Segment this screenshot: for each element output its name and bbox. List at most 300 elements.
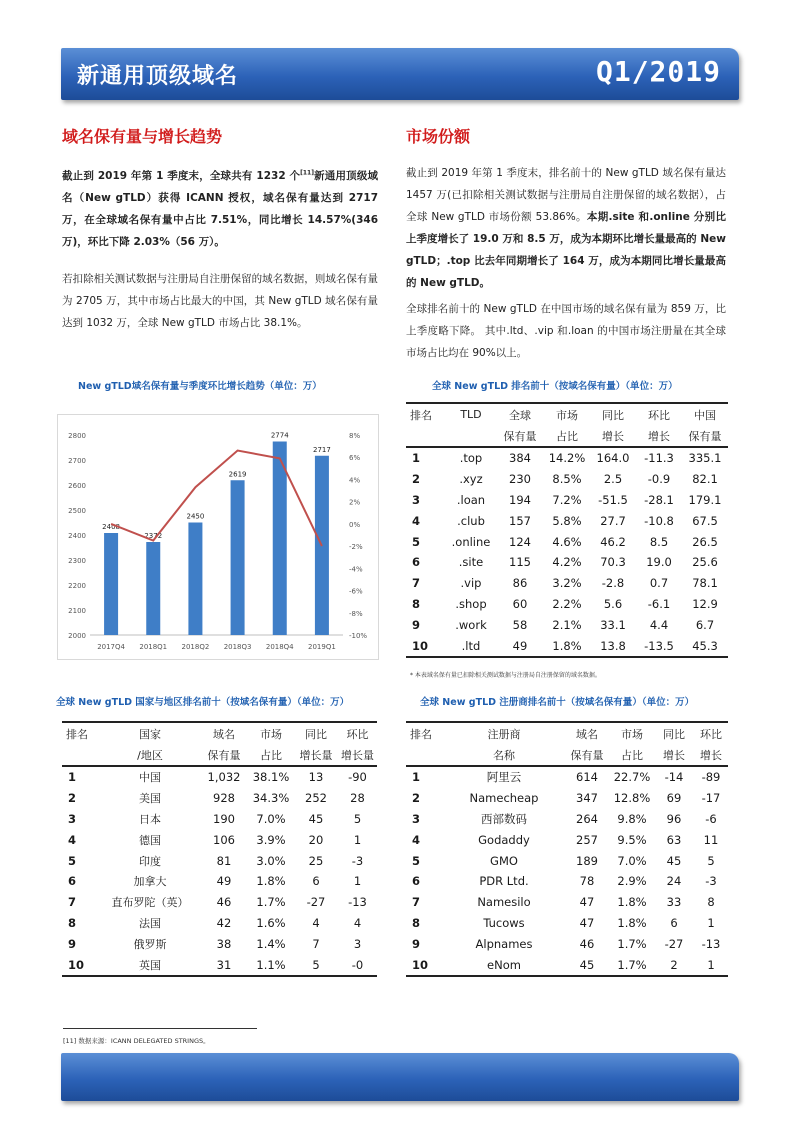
- table-cell: 257: [576, 832, 598, 847]
- table-cell: 8.5: [649, 534, 669, 549]
- table-cell: -0.9: [647, 472, 671, 487]
- table-header-cell: 名称: [444, 744, 564, 766]
- table-header-row: [406, 403, 728, 425]
- table-header-row: [406, 722, 728, 744]
- country-row: [62, 809, 377, 830]
- table-cell: 31: [200, 954, 248, 976]
- table-cell: -28.1: [644, 492, 674, 507]
- table-cell: 9: [412, 936, 421, 951]
- registrar-table-caption: 全球 New gTLD 注册商排名前十（按域名保有量）（单位：万）: [420, 697, 695, 708]
- table-cell: 3.9%: [256, 832, 286, 847]
- table-cell: -11.3: [644, 451, 674, 466]
- tld-row: [406, 594, 728, 615]
- table-cell: 78.1: [692, 576, 718, 591]
- table-cell: 179.1: [688, 492, 722, 507]
- table-cell: 1.7%: [610, 954, 654, 976]
- table-cell: 3: [412, 811, 421, 826]
- table-cell: 96: [666, 811, 682, 826]
- table-cell: 6: [412, 555, 421, 570]
- table-cell: 38: [216, 936, 232, 951]
- table-cell: 26.5: [692, 534, 718, 549]
- table-cell: 1.8%: [617, 915, 647, 930]
- table-header-cell: 同比: [654, 722, 694, 744]
- table-cell: 法国: [139, 916, 161, 930]
- page-title: 新通用顶级域名: [77, 64, 239, 89]
- table-cell: 6: [68, 874, 77, 889]
- table-cell: 10: [406, 635, 446, 657]
- table-header-cell: 全球: [496, 403, 544, 425]
- table-cell: 2: [412, 791, 421, 806]
- table-cell: -27: [664, 936, 684, 951]
- table-header-row: [406, 744, 728, 766]
- table-header-cell: 增长量: [338, 744, 377, 766]
- table-cell: 45: [666, 853, 682, 868]
- table-cell: -13: [701, 936, 721, 951]
- table-cell: 1: [68, 770, 77, 785]
- table-cell: 加拿大: [133, 875, 167, 889]
- table-cell: 印度: [139, 854, 161, 868]
- table-cell: 6: [412, 874, 421, 889]
- table-cell: Alpnames: [475, 936, 533, 951]
- table-cell: 1.1%: [248, 954, 294, 976]
- table-cell: 33.1: [600, 617, 626, 632]
- table-cell: -89: [701, 770, 721, 785]
- table-cell: 47: [579, 895, 595, 910]
- tld-row: [406, 490, 728, 511]
- country-table-caption: 全球 New gTLD 国家与地区排名前十（按域名保有量）（单位：万）: [56, 697, 350, 708]
- table-cell: 3: [412, 492, 421, 507]
- table-cell: 1.8%: [256, 874, 286, 889]
- table-cell: 5: [707, 853, 715, 868]
- table-cell: 0.7: [649, 576, 669, 591]
- table-cell: -51.5: [598, 492, 628, 507]
- table-cell: 19.0: [646, 555, 672, 570]
- table-header-cell: 环比: [636, 403, 682, 425]
- table-cell: 230: [509, 472, 531, 487]
- table-cell: 82.1: [692, 472, 718, 487]
- table-cell: -27: [306, 895, 326, 910]
- chart-caption: New gTLD域名保有量与季度环比增长趋势（单位：万）: [78, 381, 322, 392]
- table-cell: 4.6%: [552, 534, 582, 549]
- page-footer: [61, 1053, 739, 1101]
- table-header-cell: 排名: [62, 722, 100, 744]
- table-cell: 4: [312, 915, 320, 930]
- tld-table-note: * 本表域名保有量已扣除相关测试数据与注册局自注册保留的域名数据。: [410, 672, 601, 679]
- table-cell: 9: [412, 617, 421, 632]
- table-header-cell: 增长: [590, 425, 636, 447]
- table-cell: .online: [451, 534, 491, 549]
- table-cell: 335.1: [688, 451, 722, 466]
- table-cell: -6: [705, 811, 717, 826]
- bar-value-label: 2619: [228, 470, 247, 479]
- tld-row: [406, 552, 728, 573]
- table-cell: .loan: [456, 492, 486, 507]
- table-cell: 1.8%: [617, 895, 647, 910]
- table-cell: 49: [496, 635, 544, 657]
- registrar-row: [406, 913, 728, 934]
- table-cell: 日本: [139, 812, 161, 826]
- table-cell: -13.5: [636, 635, 682, 657]
- table-header-cell: 注册商: [444, 722, 564, 744]
- table-cell: 46: [579, 936, 595, 951]
- table-cell: .work: [455, 617, 487, 632]
- table-cell: 20: [308, 832, 324, 847]
- table-header-cell: 保有量: [682, 425, 728, 447]
- registrar-row: [406, 933, 728, 954]
- table-cell: 1,032: [207, 770, 241, 785]
- table-cell: 4: [412, 513, 421, 528]
- table-cell: 1.4%: [256, 936, 286, 951]
- table-cell: 7.2%: [552, 492, 582, 507]
- registrar-row: [406, 850, 728, 871]
- tld-table-caption: 全球 New gTLD 排名前十（按域名保有量）（单位：万）: [432, 381, 678, 392]
- registrar-row: [406, 766, 728, 788]
- table-cell: 5: [412, 853, 421, 868]
- bar: [104, 533, 118, 635]
- table-cell: 115: [509, 555, 531, 570]
- table-cell: 928: [213, 791, 235, 806]
- table-cell: 5: [294, 954, 338, 976]
- table-cell: Namesilo: [477, 895, 531, 910]
- table-cell: 46: [216, 895, 232, 910]
- table-cell: 德国: [139, 833, 161, 847]
- table-header-cell: 增长: [694, 744, 728, 766]
- table-cell: 2.2%: [552, 596, 582, 611]
- table-header-cell: 保有量: [564, 744, 610, 766]
- table-cell: -14: [664, 770, 684, 785]
- table-header-cell: 域名: [200, 722, 248, 744]
- table-cell: 11: [703, 832, 719, 847]
- country-row: [62, 829, 377, 850]
- table-cell: 2: [412, 472, 421, 487]
- table-header-cell: 增长量: [294, 744, 338, 766]
- country-row: [62, 766, 377, 788]
- table-cell: 7.0%: [617, 853, 647, 868]
- tld-row: [406, 614, 728, 635]
- table-cell: 60: [512, 596, 528, 611]
- country-row: [62, 892, 377, 913]
- table-cell: 6.7: [695, 617, 715, 632]
- table-header-cell: 市场: [610, 722, 654, 744]
- table-cell: 124: [509, 534, 531, 549]
- table-cell: 3: [68, 811, 77, 826]
- tld-row: [406, 635, 728, 657]
- bar: [231, 480, 245, 635]
- table-cell: 4: [412, 832, 421, 847]
- table-cell: 38.1%: [252, 770, 290, 785]
- table-header-cell: 占比: [544, 425, 590, 447]
- table-cell: 81: [216, 853, 232, 868]
- table-cell: 直布罗陀（英）: [111, 896, 189, 910]
- growth-chart: [58, 415, 378, 659]
- table-cell: 63: [666, 832, 682, 847]
- registrar-row: [406, 892, 728, 913]
- tld-row: [406, 469, 728, 490]
- y-tick-label: 2300: [68, 557, 86, 565]
- table-cell: 2.1%: [552, 617, 582, 632]
- growth-paragraph-2: 若扣除相关测试数据与注册局自注册保留的域名数据，则域名保有量为 2705 万，其中市场占比最大的中国，其 New gTLD 域名保有量达到 1032 万，全球 New gTLD 市场占比 38.1%。: [62, 273, 378, 329]
- x-tick-label: 2018Q1: [139, 643, 168, 651]
- y-tick-label: 2200: [68, 582, 86, 590]
- table-cell: 7.0%: [256, 811, 286, 826]
- x-tick-label: 2018Q4: [265, 643, 294, 651]
- y-tick-label: 2500: [68, 507, 86, 515]
- country-row: [62, 850, 377, 871]
- table-cell: 164.0: [596, 451, 630, 466]
- section-title-growth: 域名保有量与增长趋势: [62, 127, 223, 146]
- table-cell: 5: [412, 534, 421, 549]
- section-title-market-share: 市场份额: [406, 127, 471, 146]
- table-header-cell: TLD: [446, 403, 496, 425]
- table-cell: 86: [512, 576, 528, 591]
- y-tick-label: 2000: [68, 632, 86, 640]
- table-cell: 347: [576, 791, 598, 806]
- table-cell: 8: [707, 895, 715, 910]
- table-cell: 中国: [139, 771, 161, 785]
- table-cell: .site: [458, 555, 484, 570]
- table-cell: 2.9%: [617, 874, 647, 889]
- table-cell: .club: [457, 513, 485, 528]
- table-cell: .vip: [460, 576, 482, 591]
- registrar-row: [406, 954, 728, 976]
- table-cell: 22.7%: [613, 770, 651, 785]
- table-cell: 3.2%: [552, 576, 582, 591]
- table-cell: 6: [670, 915, 678, 930]
- table-cell: 英国: [100, 954, 200, 976]
- y-tick-label: 2100: [68, 607, 86, 615]
- table-header-cell: 保有量: [496, 425, 544, 447]
- table-cell: 1: [353, 832, 362, 847]
- y2-tick-label: 6%: [349, 454, 361, 463]
- y-tick-label: 2600: [68, 482, 86, 490]
- table-cell: 189: [576, 853, 598, 868]
- table-header-cell: 域名: [564, 722, 610, 744]
- table-header-cell: [62, 744, 100, 766]
- table-cell: -17: [701, 791, 721, 806]
- table-cell: Tucows: [483, 915, 525, 930]
- chart-container: [57, 414, 379, 660]
- table-cell: PDR Ltd.: [479, 874, 529, 889]
- table-header-cell: 中国: [682, 403, 728, 425]
- table-cell: 2: [654, 954, 694, 976]
- table-cell: .ltd: [446, 635, 496, 657]
- table-cell: 45.3: [682, 635, 728, 657]
- table-cell: 1.6%: [256, 915, 286, 930]
- y2-tick-label: -6%: [349, 587, 363, 596]
- y2-tick-label: 4%: [349, 476, 361, 485]
- registrar-row: [406, 871, 728, 892]
- table-cell: 1.7%: [256, 895, 286, 910]
- table-cell: 8.5%: [552, 472, 582, 487]
- table-header-cell: 环比: [338, 722, 377, 744]
- tld-row: [406, 447, 728, 469]
- table-cell: 4.4: [649, 617, 669, 632]
- table-cell: 5: [353, 811, 362, 826]
- growth-paragraph-1: 截止到 2019 年第 1 季度末，全球共有 1232 个[11]新通用顶级域名（New gTLD）获得 ICANN 授权，域名保有量达到 2717 万，在全球域名保有量中占比 7.51%，同比增长 14.57%(346 万)，环比下降 2.03%（56 万）。: [62, 169, 378, 248]
- table-header-cell: 增长: [636, 425, 682, 447]
- country-row: [62, 871, 377, 892]
- table-cell: 58: [512, 617, 528, 632]
- table-cell: 69: [666, 791, 682, 806]
- market-paragraph-2: 全球排名前十的 New gTLD 在中国市场的域名保有量为 859 万，比上季度略下降。 其中.ltd、.vip 和.loan 的中国市场注册量在其全球市场占比均在 90%以上。: [406, 303, 726, 359]
- table-cell: 8: [412, 915, 421, 930]
- table-cell: -6.1: [647, 596, 671, 611]
- table-cell: -13: [348, 895, 367, 910]
- x-tick-label: 2017Q4: [97, 643, 125, 651]
- y-tick-label: 2800: [68, 432, 86, 440]
- table-cell: 78: [579, 874, 595, 889]
- y2-tick-label: 0%: [349, 520, 361, 529]
- table-cell: 42: [216, 915, 232, 930]
- table-header-cell: 同比: [294, 722, 338, 744]
- table-cell: eNom: [444, 954, 564, 976]
- table-header-cell: 占比: [610, 744, 654, 766]
- table-cell: 7: [412, 895, 421, 910]
- table-cell: -3: [705, 874, 717, 889]
- table-cell: 157: [509, 513, 531, 528]
- x-tick-label: 2018Q3: [223, 643, 252, 651]
- table-header-row: [406, 425, 728, 447]
- y2-tick-label: -8%: [349, 609, 363, 618]
- tld-row: [406, 573, 728, 594]
- table-cell: 1: [694, 954, 728, 976]
- table-cell: -10.8: [644, 513, 674, 528]
- registrar-row: [406, 809, 728, 830]
- bar-value-label: 2450: [186, 512, 205, 521]
- table-cell: GMO: [490, 853, 518, 868]
- table-header-cell: [446, 425, 496, 447]
- table-cell: 252: [305, 791, 327, 806]
- growth-line: [111, 451, 322, 547]
- y2-tick-label: 2%: [349, 498, 361, 507]
- tld-row: [406, 531, 728, 552]
- table-header-cell: 国家: [100, 722, 200, 744]
- table-cell: 1: [412, 770, 421, 785]
- registrar-ranking-table: [406, 721, 728, 977]
- bar: [146, 542, 160, 635]
- tld-row: [406, 510, 728, 531]
- y2-tick-label: 8%: [349, 432, 361, 440]
- table-cell: 45: [308, 811, 324, 826]
- bar-value-label: 2408: [102, 523, 120, 531]
- bar-value-label: 2372: [144, 532, 163, 540]
- table-cell: 1: [412, 451, 421, 466]
- table-cell: 190: [213, 811, 235, 826]
- table-cell: Namecheap: [469, 791, 539, 806]
- table-header-cell: 增长: [654, 744, 694, 766]
- table-cell: 6: [312, 874, 320, 889]
- table-cell: 俄罗斯: [133, 937, 167, 951]
- table-cell: 3.0%: [256, 853, 286, 868]
- table-cell: 1.8%: [544, 635, 590, 657]
- table-cell: 13.8: [590, 635, 636, 657]
- table-header-cell: 保有量: [200, 744, 248, 766]
- table-cell: 2.5: [603, 472, 623, 487]
- country-row: [62, 788, 377, 809]
- table-cell: 7: [412, 576, 421, 591]
- table-header-cell: 排名: [406, 722, 444, 744]
- table-cell: 9.8%: [617, 811, 647, 826]
- table-cell: 49: [216, 874, 232, 889]
- table-cell: Godaddy: [478, 832, 530, 847]
- table-cell: 27.7: [600, 513, 626, 528]
- table-cell: 34.3%: [252, 791, 290, 806]
- table-header-cell: [406, 744, 444, 766]
- table-header-cell: 排名: [406, 403, 446, 425]
- table-cell: 5.8%: [552, 513, 582, 528]
- table-cell: .shop: [455, 596, 487, 611]
- table-header-cell: 市场: [248, 722, 294, 744]
- page-header: [61, 48, 739, 100]
- registrar-row: [406, 829, 728, 850]
- table-cell: 5: [68, 853, 77, 868]
- table-header-cell: /地区: [100, 744, 200, 766]
- table-cell: 9.5%: [617, 832, 647, 847]
- table-cell: 28: [350, 791, 365, 806]
- table-cell: 西部数码: [481, 811, 527, 826]
- table-header-cell: 同比: [590, 403, 636, 425]
- table-cell: 1: [353, 874, 362, 889]
- table-cell: 194: [509, 492, 531, 507]
- table-cell: 3: [353, 936, 362, 951]
- bar-value-label: 2774: [270, 431, 289, 440]
- y2-tick-label: -2%: [349, 543, 363, 552]
- country-ranking-table: [62, 721, 377, 977]
- table-cell: 1.7%: [617, 936, 647, 951]
- registrar-row: [406, 788, 728, 809]
- country-row: [62, 954, 377, 976]
- table-cell: 4: [68, 832, 77, 847]
- table-cell: 12.9: [692, 596, 718, 611]
- table-cell: 12.8%: [613, 791, 651, 806]
- y-tick-label: 2400: [68, 532, 86, 540]
- table-cell: 14.2%: [548, 451, 586, 466]
- y2-tick-label: -4%: [349, 565, 363, 574]
- table-cell: 47: [579, 915, 595, 930]
- footnote-divider: [63, 1028, 257, 1029]
- tld-ranking-table: [406, 402, 728, 658]
- table-cell: 614: [576, 770, 598, 785]
- table-cell: 25.6: [692, 555, 718, 570]
- table-cell: 阿里云: [486, 770, 522, 785]
- table-cell: -90: [348, 770, 367, 785]
- market-paragraph-1: 截止到 2019 年第 1 季度末，排名前十的 New gTLD 域名保有量达 1457 万(已扣除相关测试数据与注册局自注册保留的域名数据），占全球 New gTLD 市场份额 53.86%。本期.site 和.online 分别比上季度增长了 19.0 万和 8.5 万，成为本期环比增长量最高的 New gTLD；.top 比去年同期增长了 164 万，成为本期同比增长量最高的 New gTLD。: [406, 167, 726, 289]
- table-cell: 7: [312, 936, 320, 951]
- table-header-row: [62, 744, 377, 766]
- table-cell: 8: [412, 596, 421, 611]
- x-tick-label: 2019Q1: [308, 643, 336, 651]
- table-cell: -0: [338, 954, 377, 976]
- table-cell: 美国: [139, 792, 161, 806]
- table-cell: 384: [509, 451, 531, 466]
- table-cell: 2: [68, 791, 77, 806]
- country-row: [62, 933, 377, 954]
- table-cell: 10: [406, 954, 444, 976]
- table-cell: 24: [666, 874, 682, 889]
- table-cell: 4: [353, 915, 362, 930]
- country-row: [62, 913, 377, 934]
- table-cell: 25: [308, 853, 324, 868]
- table-cell: -2.8: [601, 576, 625, 591]
- table-cell: -3: [351, 853, 364, 868]
- table-header-cell: [406, 425, 446, 447]
- table-cell: 67.5: [692, 513, 718, 528]
- table-cell: 106: [213, 832, 235, 847]
- table-cell: 264: [576, 811, 598, 826]
- table-header-cell: 市场: [544, 403, 590, 425]
- table-cell: .xyz: [459, 472, 483, 487]
- footnote: [11] 数据来源：ICANN DELEGATED STRINGS。: [63, 1037, 210, 1045]
